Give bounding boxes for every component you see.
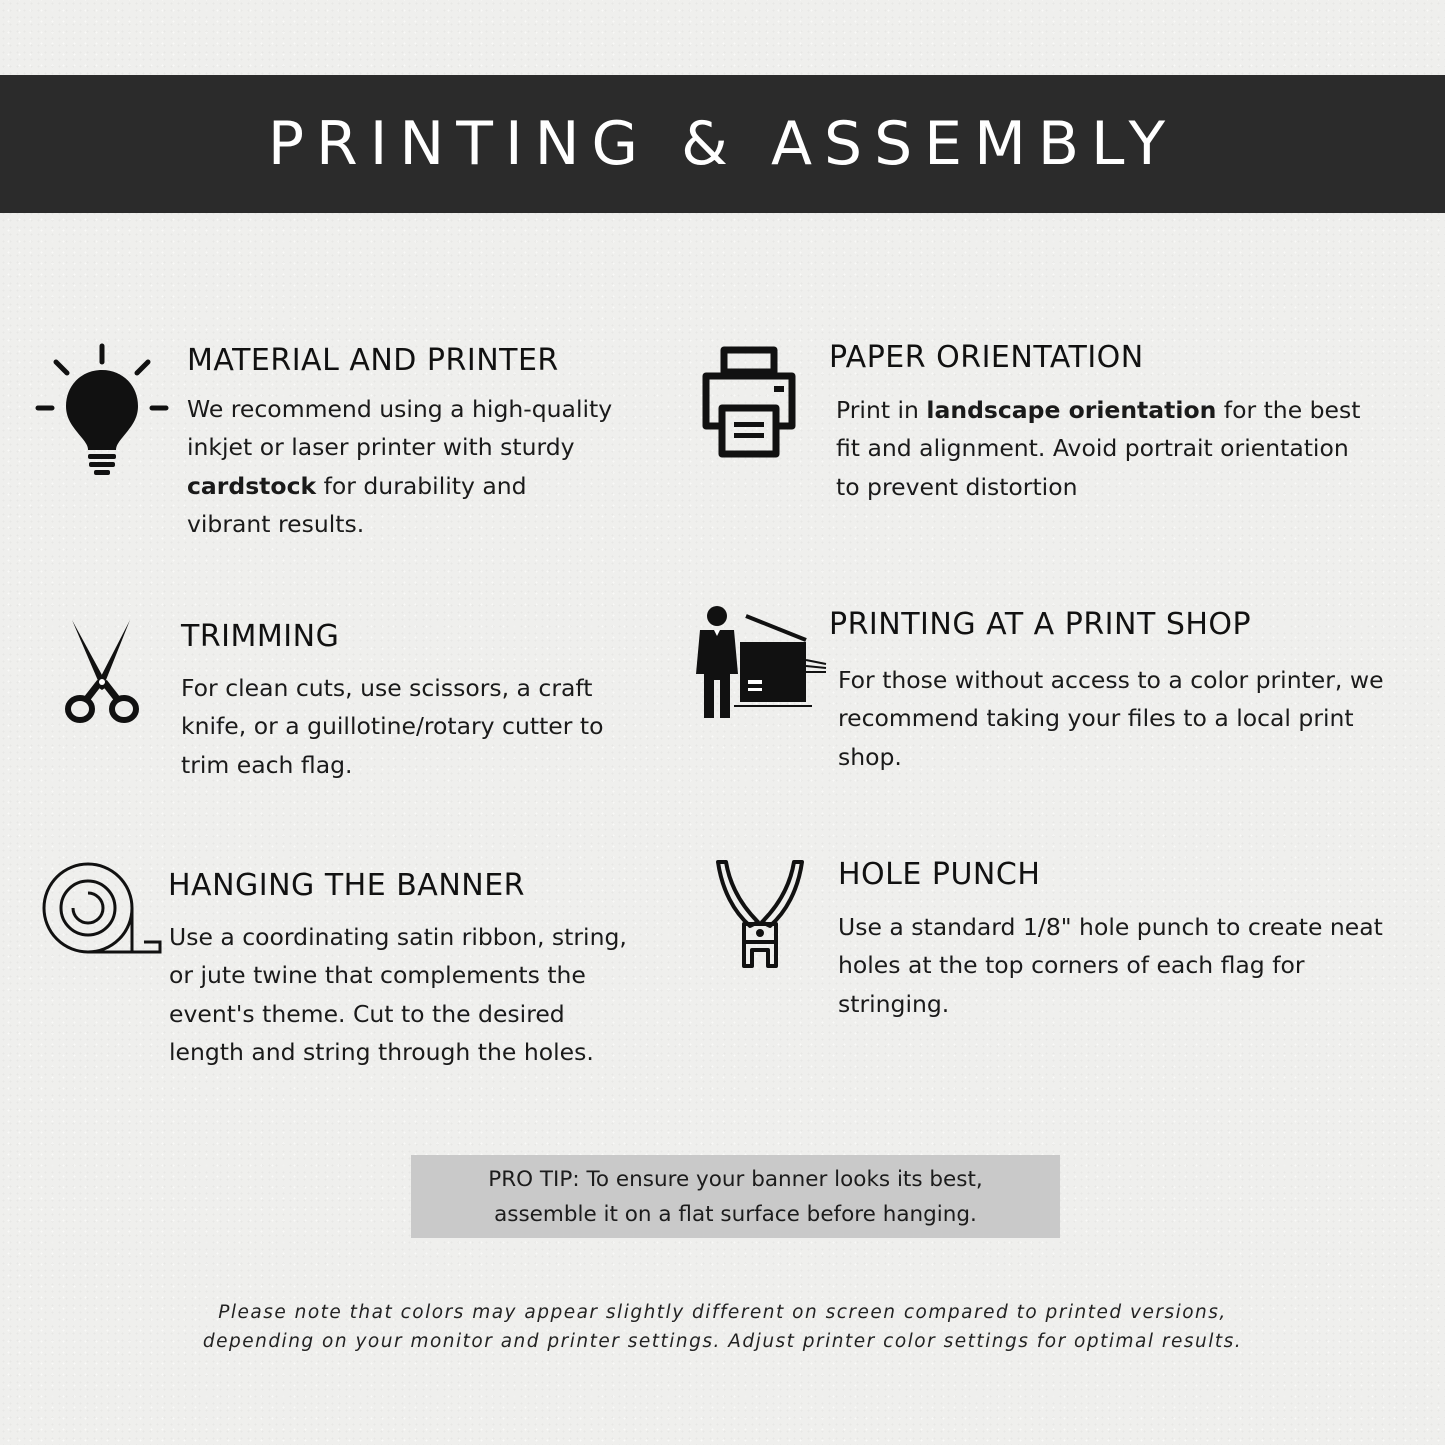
pro-tip-line-1: PRO TIP: To ensure your banner looks its best, [488, 1167, 983, 1192]
printshop-heading: PRINTING AT A PRINT SHOP [829, 607, 1252, 642]
printer-icon [700, 346, 798, 458]
paper-heading: PAPER ORIENTATION [829, 340, 1144, 375]
holepunch-body: Use a standard 1/8" hole punch to create neat holes at the top corners of each flag for stringing. [838, 913, 1383, 1018]
hanging-heading: HANGING THE BANNER [168, 868, 526, 903]
ribbon-roll-icon [40, 858, 166, 960]
holepunch-heading: HOLE PUNCH [838, 857, 1041, 892]
hanging-body: Use a coordinating satin ribbon, string, or jute twine that complements the event's theme. Cut to the desired length and string through the holes. [169, 923, 627, 1066]
landscape-emphasis: landscape orientation [926, 396, 1217, 424]
disclaimer-line-2: depending on your monitor and printer settings. Adjust printer color settings for optimal results. [202, 1331, 1243, 1352]
pro-tip-line-2: assemble it on a flat surface before hanging. [494, 1202, 977, 1227]
printshop-body: For those without access to a color printer, we recommend taking your files to a local print shop. [838, 666, 1384, 771]
cardstock-emphasis: cardstock [187, 471, 317, 500]
hole-punch-icon [712, 860, 808, 970]
pro-tip-box [411, 1155, 1060, 1238]
disclaimer-line-1: Please note that colors may appear slightly different on screen compared to printed versions, [218, 1302, 1227, 1323]
header-banner [0, 75, 1445, 213]
page-title: PRINTING & ASSEMBLY [267, 109, 1178, 179]
person-copier-icon [692, 604, 830, 722]
scissors-icon [62, 616, 142, 726]
paper-body: Print in landscape orientation for the best fit and alignment. Avoid portrait orientation to prevent distortion [836, 396, 1361, 501]
color-disclaimer [60, 1298, 1385, 1356]
trimming-heading: TRIMMING [181, 619, 340, 654]
material-heading: MATERIAL AND PRINTER [187, 343, 559, 378]
material-body: We recommend using a high-quality inkjet or laser printer with sturdy cardstock for durability and vibrant results. [187, 395, 613, 538]
lightbulb-icon [34, 340, 170, 480]
trimming-body: For clean cuts, use scissors, a craft knife, or a guillotine/rotary cutter to trim each flag. [181, 674, 604, 779]
